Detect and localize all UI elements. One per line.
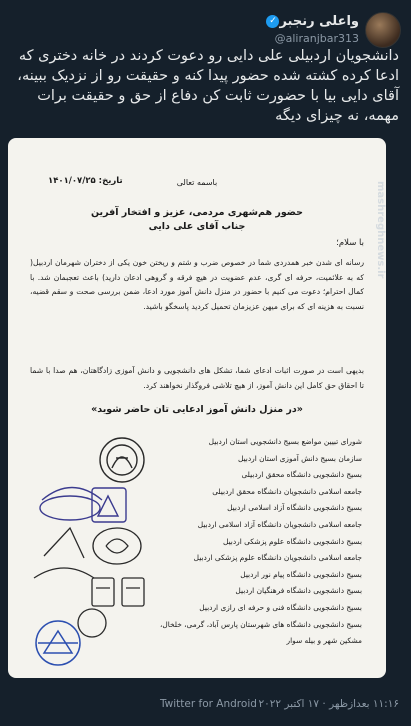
signatory: بسیج دانشجویی دانشگاه پیام نور اردبیل	[240, 569, 362, 579]
doc-body: رسانه ای شدن خبر همدردی شما در خصوص ضرب و شتم و ریختن خون یکی از دختران شهرمان اردبیل( که به علائمیت، حرفه ای گری، عدم عضویت در هیچ فرقه و گروهی ادعان دارید) باعث تعجبمان شد. با کمال احترام؛ دعوت می کنیم با حضور در منزل دانش آموز مورد ادعا، ضمن بررسی صحت و سقم قضیه، نسبت به هزینه ای که برای میهن عزیزمان تحمیل کردید پاسخگو باشید.	[30, 258, 364, 311]
doc-greeting: با سلام؛	[336, 238, 364, 248]
tweet-timestamp[interactable]: ۱۱:۱۶ بعدازظهر · ۱۷ اکتبر ۲۰۲۲	[258, 698, 399, 710]
signatory: جامعه اسلامی دانشجویان دانشگاه محقق اردبیلی	[212, 486, 362, 496]
tweet-source[interactable]: Twitter for Android	[160, 698, 257, 710]
signatory: بسیج دانشجویی دانشگاه محقق اردبیلی	[241, 470, 362, 480]
stamp-seal	[40, 488, 126, 523]
signatory: شورای تبیین مواضع بسیج دانشجویی استان اردبیل	[208, 437, 362, 446]
author-name: واعلی رنجبر	[279, 14, 359, 29]
doc-body2: بدیهی است در صورت اثبات ادعای شما، تشکل های دانشجویی و دانش آموزی زادگاهتان، هم صدا با شما تا احقاق حق کامل این دانش آموز، از هیچ تلاشی فروگذار نخواهند کرد.	[30, 366, 364, 390]
signatory: بسیج دانشجویی دانشگاه های شهرستان پارس آباد، گرمی، خلخال، مشکین شهر و بیله سوار	[160, 619, 362, 646]
doc-basmala: باسمه تعالی	[176, 178, 218, 187]
signatory-list	[142, 434, 362, 650]
signatory: بسیج دانشجویی دانشگاه فنی و حرفه ای رازی اردبیل	[199, 602, 362, 612]
signatory: سازمان بسیج دانش آموزی استان اردبیل	[237, 453, 362, 463]
signatory: بسیج دانشجویی دانشگاه علوم پزشکی اردبیل	[222, 536, 362, 546]
avatar[interactable]	[365, 12, 401, 48]
stamps-cluster	[22, 428, 162, 668]
signatory: بسیج دانشجویی دانشگاه فرهنگیان اردبیل	[235, 586, 362, 596]
stamp-seal	[36, 621, 80, 665]
doc-title-line1: حضور هم‌شهری مردمی، عزیز و افتخار آفرین	[90, 207, 304, 218]
author-handle[interactable]: @aliranjbar313	[274, 32, 359, 45]
tweet-text: دانشجویان اردبیلی علی دایی رو دعوت کردند در خانه دختری که ادعا کرده کشته شده حضور پیدا کنه و حقیقت رو از نزدیک ببینه، آقای دایی بیا با حضورت ثابت کن دفاع از حق و حقیقت برات مهمه، نه چیزای دیگه	[17, 48, 399, 124]
stamp-seal	[34, 528, 141, 578]
signatory: بسیج دانشجویی دانشگاه آزاد اسلامی اردبیل	[227, 503, 362, 513]
signatory: جامعه اسلامی دانشجویان دانشگاه علوم پزشکی اردبیل	[193, 553, 362, 563]
doc-title-line2: جناب آقای علی دایی	[148, 221, 246, 232]
stamp-seal	[78, 578, 144, 637]
tweet-footer	[0, 698, 411, 718]
watermark: mashreghnews.ir	[375, 180, 386, 278]
tweet-header	[0, 8, 411, 48]
tweet-image[interactable]	[8, 138, 386, 678]
doc-quote: «در منزل دانش آموز ادعایی تان حاضر شوید»	[91, 404, 303, 415]
doc-title	[8, 206, 386, 234]
stamp-seal	[100, 438, 144, 482]
signatory: جامعه اسلامی دانشجویان دانشگاه آزاد اسلامی اردبیل	[197, 519, 362, 529]
author-name-row[interactable]	[262, 14, 359, 29]
doc-date: تاریخ: ۱۴۰۱/۰۷/۲۵	[48, 176, 123, 186]
verified-icon: ✓	[266, 15, 279, 28]
